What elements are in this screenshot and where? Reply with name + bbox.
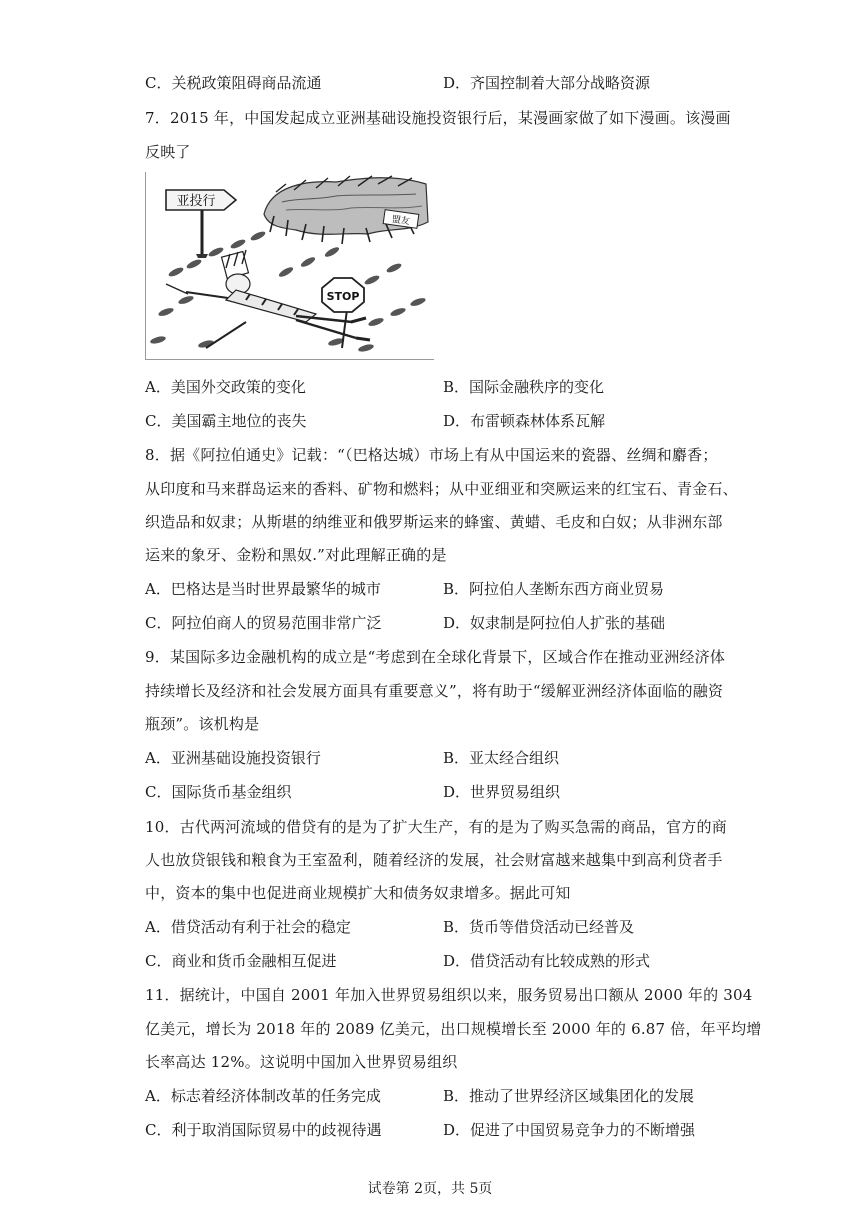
q9-stem-line-2: 持续增长及经济和社会发展方面具有重要意义”，将有助于“缓解亚洲经济体面临的融资 xyxy=(145,682,724,700)
q10-option-b: B．货币等借贷活动已经普及 xyxy=(443,918,635,936)
q8-stem-line-3: 织造品和奴隶；从斯堪的纳维亚和俄罗斯运来的蜂蜜、黄蜡、毛皮和白奴；从非洲东部 xyxy=(145,513,723,531)
q11-option-c: C．利于取消国际贸易中的歧视待遇 xyxy=(145,1121,382,1139)
q7-option-a: A．美国外交政策的变化 xyxy=(145,378,306,396)
cartoon-stop-text: STOP xyxy=(326,290,360,303)
cartoon-sign-text: 亚投行 xyxy=(176,194,216,209)
q7-option-b: B．国际金融秩序的变化 xyxy=(443,378,605,396)
q9-option-c: C．国际货币基金组织 xyxy=(145,783,292,801)
cartoon-drawing xyxy=(146,172,434,359)
q10-option-d: D．借贷活动有比较成熟的形式 xyxy=(443,952,651,970)
q11-stem-line-3: 长率高达 12%。这说明中国加入世界贸易组织 xyxy=(145,1053,458,1071)
q11-stem-line-1: 11．据统计，中国自 2001 年加入世界贸易组织以来，服务贸易出口额从 2000 年的 304 xyxy=(145,986,753,1004)
q11-option-a: A．标志着经济体制改革的任务完成 xyxy=(145,1087,381,1105)
aiib-cartoon xyxy=(145,172,434,360)
q10-stem-line-1: 10．古代两河流域的借贷有的是为了扩大生产，有的是为了购买急需的商品，官方的商 xyxy=(145,818,727,836)
q7-stem-line-2: 反映了 xyxy=(145,143,191,161)
q11-option-b: B．推动了世界经济区域集团化的发展 xyxy=(443,1087,695,1105)
q9-option-b: B．亚太经合组织 xyxy=(443,749,560,767)
q8-option-d: D．奴隶制是阿拉伯人扩张的基础 xyxy=(443,614,666,632)
q7-option-d: D．布雷顿森林体系瓦解 xyxy=(443,412,606,430)
q11-stem-line-2: 亿美元，增长为 2018 年的 2089 亿美元，出口规模增长至 2000 年的 6.87 倍，年平均增 xyxy=(145,1020,762,1038)
q9-stem-line-3: 瓶颈”。该机构是 xyxy=(145,715,260,733)
q8-stem-line-2: 从印度和马来群岛运来的香料、矿物和燃料；从中亚细亚和突厥运来的红宝石、青金石、 xyxy=(145,480,738,498)
footprints xyxy=(149,230,426,353)
q8-stem-line-4: 运来的象牙、金粉和黑奴.”对此理解正确的是 xyxy=(145,546,447,564)
running-crowd xyxy=(264,176,428,244)
cartoon-flag-text: 盟友 xyxy=(391,214,411,228)
q9-option-a: A．亚洲基础设施投资银行 xyxy=(145,749,321,767)
q10-stem-line-2: 人也放贷银钱和粮食为王室盈利，随着经济的发展，社会财富越来越集中到高利贷者手 xyxy=(145,851,723,869)
q10-stem-line-3: 中，资本的集中也促进商业规模扩大和债务奴隶增多。据此可知 xyxy=(145,884,571,902)
q9-option-d: D．世界贸易组织 xyxy=(443,783,561,801)
q8-option-b: B．阿拉伯人垄断东西方商业贸易 xyxy=(443,580,665,598)
q8-stem-line-1: 8．据《阿拉伯通史》记载：“（巴格达城）市场上有从中国运来的瓷器、丝绸和麝香； xyxy=(145,446,718,464)
q11-option-d: D．促进了中国贸易竞争力的不断增强 xyxy=(443,1121,696,1139)
q7-stem-line-1: 7．2015 年，中国发起成立亚洲基础设施投资银行后，某漫画家做了如下漫画。该漫画 xyxy=(145,109,731,127)
q9-stem-line-1: 9．某国际多边金融机构的成立是“考虑到在全球化背景下，区域合作在推动亚洲经济体 xyxy=(145,648,726,666)
q7-option-c: C．美国霸主地位的丧失 xyxy=(145,412,307,430)
q8-option-c: C．阿拉伯商人的贸易范围非常广泛 xyxy=(145,614,382,632)
q10-option-c: C．商业和货币金融相互促进 xyxy=(145,952,337,970)
q6-option-c: C．关税政策阻碍商品流通 xyxy=(145,74,322,92)
q10-option-a: A．借贷活动有利于社会的稳定 xyxy=(145,918,351,936)
page-footer: 试卷第 2页，共 5页 xyxy=(367,1181,493,1197)
q8-option-a: A．巴格达是当时世界最繁华的城市 xyxy=(145,580,381,598)
q6-option-d: D．齐国控制着大部分战略资源 xyxy=(443,74,651,92)
